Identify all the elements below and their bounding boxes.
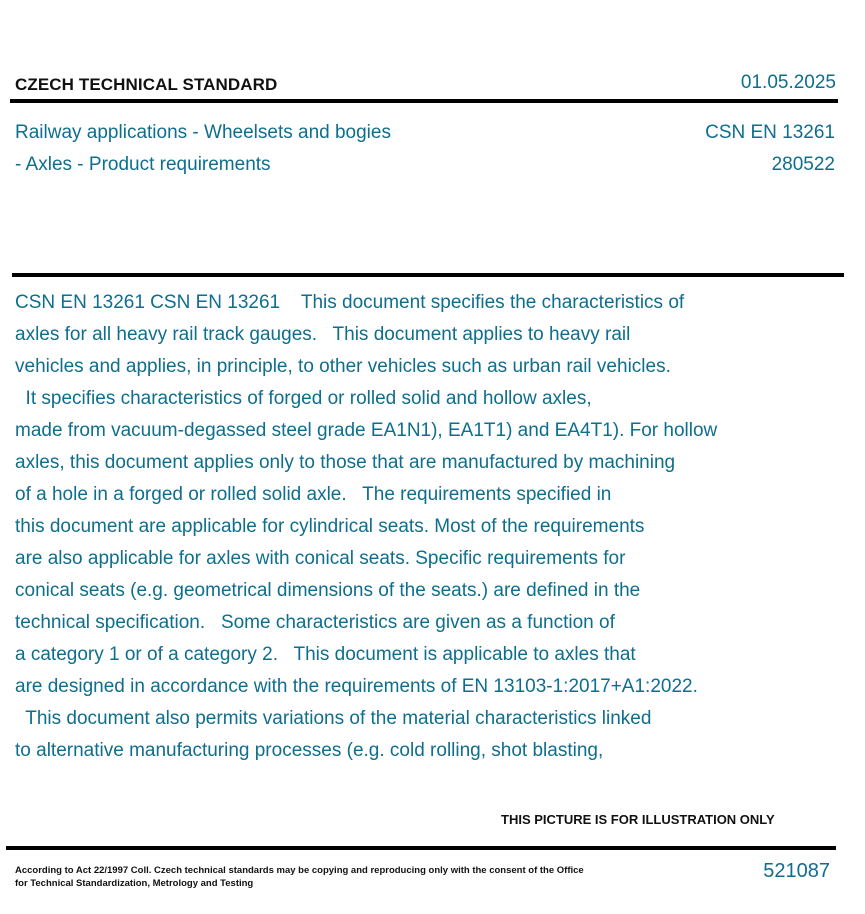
body-line: axles for all heavy rail track gauges. This document applies to heavy rail — [15, 324, 631, 345]
standard-title — [15, 117, 391, 181]
body-line: a category 1 or of a category 2. This document is applicable to axles that — [15, 644, 636, 665]
body-line: this document are applicable for cylindrical seats. Most of the requirements — [15, 516, 645, 537]
body-line: vehicles and applies, in principle, to other vehicles such as urban rail vehicles. — [15, 356, 671, 377]
legal-line-2: for Technical Standardization, Metrology and Testing — [15, 878, 254, 889]
body-line: to alternative manufacturing processes (e.g. cold rolling, shot blasting, — [15, 740, 604, 761]
standard-title-line-1: Railway applications - Wheelsets and bogies — [15, 122, 391, 143]
body-line: are designed in accordance with the requirements of EN 13103-1:2017+A1:2022. — [15, 676, 698, 697]
body-line: conical seats (e.g. geometrical dimensions of the seats.) are defined in the — [15, 580, 641, 601]
illustration-note: THIS PICTURE IS FOR ILLUSTRATION ONLY — [501, 812, 775, 827]
document-kind: CZECH TECHNICAL STANDARD — [15, 75, 278, 94]
body-divider — [12, 273, 844, 277]
body-line: CSN EN 13261 CSN EN 13261 This document specifies the characteristics of — [15, 292, 685, 313]
catalog-number: 280522 — [771, 154, 835, 175]
footer-divider — [6, 846, 836, 850]
body-line: It specifies characteristics of forged or rolled solid and hollow axles, — [15, 388, 592, 409]
body-line: of a hole in a forged or rolled solid axle. The requirements specified in — [15, 484, 612, 505]
body-line: technical specification. Some characteristics are given as a function of — [15, 612, 615, 633]
standard-designation: CSN EN 13261 — [705, 122, 835, 143]
body-line: This document also permits variations of the material characteristics linked — [15, 708, 652, 729]
publication-date: 01.05.2025 — [740, 72, 836, 93]
document-number: 521087 — [763, 860, 830, 882]
header-divider — [10, 99, 838, 103]
legal-line-1: According to Act 22/1997 Coll. Czech technical standards may be copying and reproducing only with the consent of the Office — [15, 865, 584, 876]
document-description — [15, 287, 845, 767]
body-line: axles, this document applies only to those that are manufactured by machining — [15, 452, 676, 473]
standard-codes — [705, 117, 835, 181]
legal-notice — [15, 864, 584, 890]
standard-title-line-2: - Axles - Product requirements — [15, 154, 271, 175]
body-line: made from vacuum-degassed steel grade EA1N1), EA1T1) and EA4T1). For hollow — [15, 420, 718, 441]
body-line: are also applicable for axles with conical seats. Specific requirements for — [15, 548, 626, 569]
